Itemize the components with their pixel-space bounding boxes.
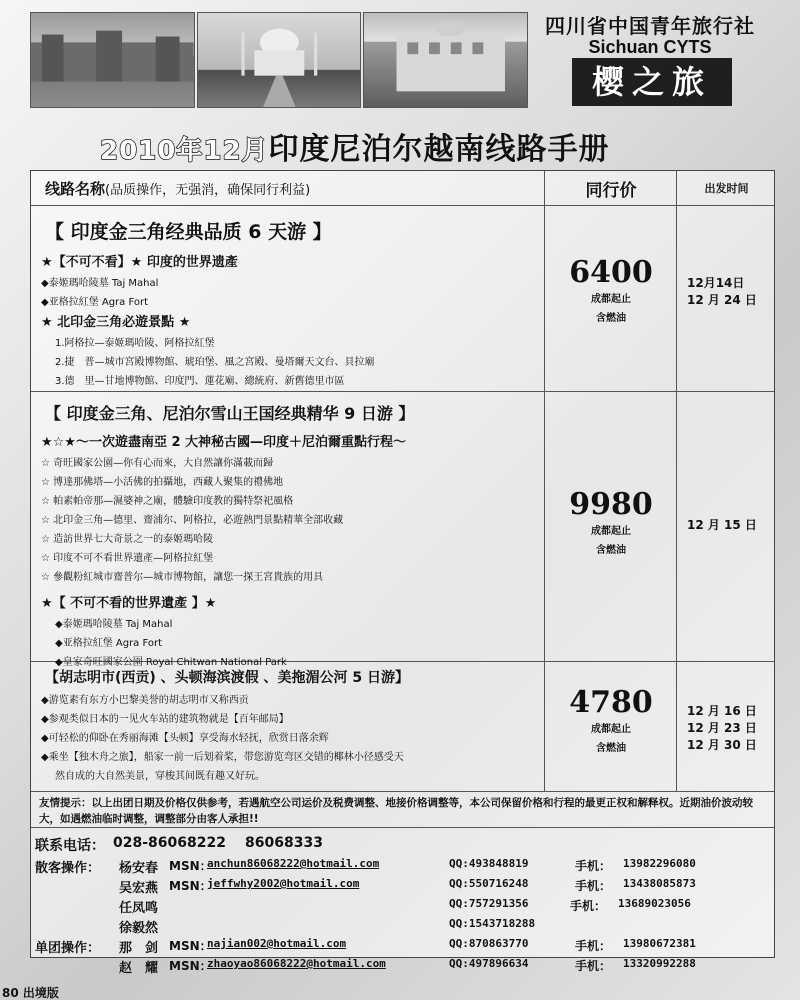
msn-label: MSN：: [169, 959, 212, 973]
phone-label: 联系电话：: [35, 838, 105, 854]
route-header: [45, 171, 310, 205]
mobile-label: 手机：: [570, 899, 607, 913]
tour-line: ◆亚格拉紅堡 Agra Fort: [41, 297, 149, 308]
tour-line: ◆亚格拉紅堡 Agra Fort: [55, 638, 163, 649]
tour-line: 1.阿格拉—泰姬瑪哈陵、阿格拉紅堡: [55, 338, 215, 349]
agency-name-en: Sichuan CYTS: [588, 37, 712, 57]
msn-label: MSN：: [169, 859, 212, 873]
mobile-label: 手机：: [575, 879, 612, 893]
page-footer: 80 出境版: [2, 986, 59, 1000]
tour-line: ☆ 印度不可不看世界遺產—阿格拉紅堡: [41, 553, 214, 564]
tour-line: ☆ 帕素帕帝那—濕婆神之廟，體驗印度教的獨特祭祀風格: [41, 496, 294, 507]
staff-name: 杨安春: [119, 861, 159, 876]
tour-line: ☆ 博達那佛塔—小活佛的拍攝地，西藏人聚集的禮佛地: [41, 477, 284, 488]
mobile-label: 手机：: [575, 959, 612, 973]
tour-line: 2.捷 普—城市宮殿博物館、琥珀堡、風之宮殿、曼塔爾天文台、貝拉廟: [55, 357, 375, 368]
phone-number-1: 028-86068222: [113, 835, 226, 851]
mobile-label: 手机：: [575, 939, 612, 953]
tour-dates: [687, 517, 775, 534]
staff-name: 那 剑: [119, 941, 159, 956]
msn-address[interactable]: najian002@hotmail.com: [207, 937, 347, 950]
brand-logo: 樱之旅: [572, 58, 732, 106]
depart-date: 12 月 15 日: [687, 518, 757, 532]
qq-number: QQ:493848819: [449, 857, 529, 870]
price-note-origin: 成都起止: [591, 724, 631, 735]
msn-address[interactable]: jeffwhy2002@hotmail.com: [207, 877, 360, 890]
depart-header: 出发时间: [704, 182, 749, 195]
tour-line: ★☆★～一次遊盡南亞 2 大神秘古國—印度＋尼泊爾重點行程～: [41, 435, 407, 450]
retail-label: 散客操作：: [35, 861, 101, 876]
tour-line: ☆ 奇旺國家公園—你有心而來，大自然讓你滿載而歸: [41, 458, 274, 469]
price-note-fuel: 含燃油: [596, 743, 626, 754]
tour-line: ☆ 參觀粉紅城市齋普尔—城市博物館，讓您一探王宮貴族的用具: [41, 572, 324, 583]
tour-line: ☆ 造訪世界七大奇景之一的泰姬瑪哈陵: [41, 534, 214, 545]
price-note-origin: 成都起止: [591, 526, 631, 537]
tour-line: ◆可轻松的仰卧在秀丽海滩【头顿】享受海水轻抚，欣赏日落余辉: [41, 733, 329, 744]
tour-line: ◆皇家奇旺國家公園 Royal Chitwan National Park: [55, 657, 287, 668]
price-note-fuel: 含燃油: [596, 545, 626, 556]
tour-line: ☆ 北印金三角—德里、齋浦尔、阿格拉，必遊熱門景點精華全部收藏: [41, 515, 344, 526]
page-title: [100, 124, 740, 167]
route-note: (品质操作，无强消，确保同行利益): [105, 182, 311, 198]
msn-label: MSN：: [169, 879, 212, 893]
agency-block: [535, 10, 765, 58]
tour-line: ◆泰姬瑪哈陵墓 Taj Mahal: [55, 619, 173, 630]
phone-number-2: 86068333: [245, 835, 323, 851]
depart-date: 12 月 30 日: [687, 738, 757, 752]
staff-name: 吴宏燕: [119, 881, 159, 896]
agency-name-cn: 四川省中国青年旅行社: [545, 14, 755, 38]
tour-price: 4780: [569, 685, 653, 720]
tour-line: ◆参观类似日本的一见火车站的建筑物就是【百年邮局】: [41, 714, 289, 725]
depart-date: 12月14日: [687, 276, 745, 290]
qq-number: QQ:1543718288: [449, 917, 536, 930]
tour-title: 【 印度金三角经典品质 6 天游 】: [45, 221, 332, 243]
depart-date: 12 月 23 日: [687, 721, 757, 735]
tour-price-cell: [546, 685, 676, 758]
tour-line: ★ 北印金三角必遊景點 ★: [41, 315, 191, 330]
mobile-number: 13320992288: [623, 957, 696, 970]
mobile-number: 13689023056: [618, 897, 691, 910]
msn-label: MSN：: [169, 939, 212, 953]
tour-dates: [687, 275, 775, 309]
route-label: 线路名称: [45, 179, 106, 198]
palace-photo: [363, 12, 528, 108]
qq-number: QQ:550716248: [449, 877, 529, 890]
qq-number: QQ:497896634: [449, 957, 529, 970]
qq-number: QQ:870863770: [449, 937, 529, 950]
tour-line: 然自成的大自然美景，穿梭其间既有趣又好玩。: [55, 771, 265, 782]
tour-title: 【 印度金三角、尼泊尔雪山王国经典精华 9 日游 】: [45, 404, 415, 423]
price-note-origin: 成都起止: [591, 294, 631, 305]
title-year: 2010年12月: [100, 136, 269, 166]
tour-price: 6400: [569, 255, 653, 290]
group-label: 单团操作：: [35, 941, 101, 956]
depart-date: 12 月 24 日: [687, 293, 757, 307]
tour-line: ★【 不可不看的世界遺產 】★: [41, 596, 217, 611]
friendly-tip: 友情提示：以上出团日期及价格仅供参考，若遇航空公司运价及税费调整、地接价格调整等，本公司保留价格和行程的最更正权和解释权。近期油价波动较大，如遇燃油临时调整，调整部分由客人承担!!: [39, 797, 753, 825]
staff-name: 徐毅然: [119, 921, 159, 936]
header-photo-strip: [30, 12, 528, 108]
tour-line: 3.德 里—甘地博物館、印度門、蓮花廟、總統府、新舊德里市區: [55, 376, 345, 387]
mobile-number: 13982296080: [623, 857, 696, 870]
mobile-number: 13438085873: [623, 877, 696, 890]
tour-line: ◆乘坐【独木舟之旅】，船家一前一后划着桨，带您游览弯区交错的椰林小径感受天: [41, 752, 404, 763]
staff-name: 任凤鸣: [119, 901, 159, 916]
tour-line: ★【不可不看】★ 印度的世界遗產: [41, 255, 238, 270]
mobile-number: 13980672381: [623, 937, 696, 950]
tour-section: [31, 661, 544, 786]
tour-line: ◆游览素有东方小巴黎美誉的胡志明市又称西贡: [41, 695, 249, 706]
price-header: 同行价: [585, 180, 637, 201]
fort-photo: [30, 12, 195, 108]
taj-mahal-photo: [197, 12, 362, 108]
route-table: [30, 170, 775, 976]
mobile-label: 手机：: [575, 859, 612, 873]
tour-line: ◆泰姬瑪哈陵墓 Taj Mahal: [41, 278, 159, 289]
tour-section: [31, 391, 544, 672]
tour-section: [31, 207, 544, 391]
msn-address[interactable]: anchun86068222@hotmail.com: [207, 857, 380, 870]
tour-title: 【胡志明市(西贡) 、头顿海滨渡假 、美拖湄公河 5 日游】: [45, 670, 410, 686]
staff-name: 赵 耀: [119, 961, 159, 976]
tour-price: 9980: [569, 487, 653, 522]
qq-number: QQ:757291356: [449, 897, 529, 910]
title-main: 印度尼泊尔越南线路手册: [268, 132, 610, 167]
tour-price-cell: [546, 487, 676, 560]
tour-dates: [687, 703, 775, 754]
depart-date: 12 月 16 日: [687, 704, 757, 718]
tour-price-cell: [546, 255, 676, 328]
price-note-fuel: 含燃油: [596, 313, 626, 324]
msn-address[interactable]: zhaoyao86068222@hotmail.com: [207, 957, 386, 970]
